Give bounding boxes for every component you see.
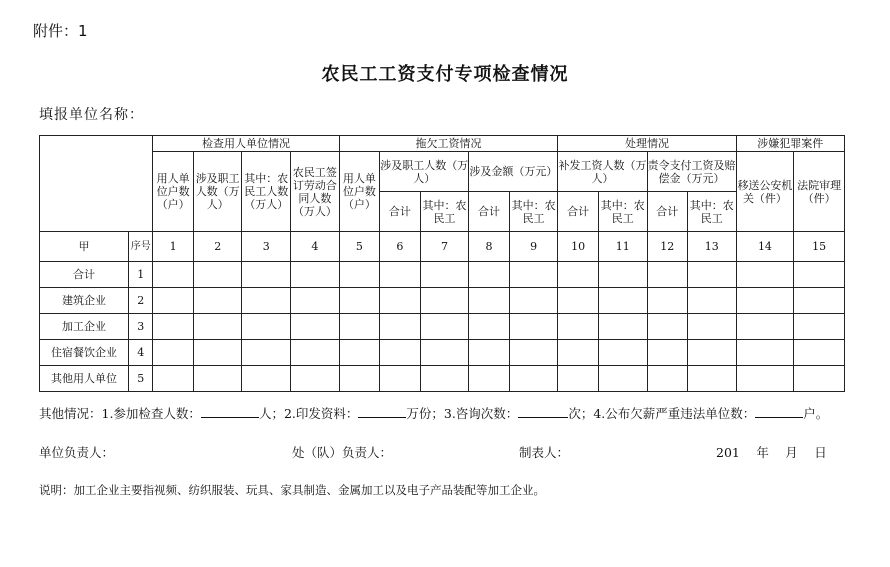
other-info-line (39, 404, 828, 422)
row-a-label: 甲 (40, 232, 129, 262)
col-number: 7 (420, 232, 469, 262)
data-cell[interactable] (558, 262, 599, 288)
col-number: 3 (242, 232, 291, 262)
data-cell[interactable] (794, 288, 845, 314)
col-header-15: 法院审理（件） (794, 152, 845, 232)
subheader-ofwhich-11: 其中：农民工 (598, 192, 647, 232)
col-header-10-11: 补发工资人数（万人） (558, 152, 647, 192)
data-cell[interactable] (688, 340, 737, 366)
data-cell[interactable] (509, 262, 558, 288)
data-cell[interactable] (242, 340, 291, 366)
data-cell[interactable] (339, 288, 380, 314)
materials-count-blank[interactable] (358, 405, 406, 418)
data-cell[interactable] (380, 314, 421, 340)
data-cell[interactable] (509, 340, 558, 366)
data-cell[interactable] (193, 262, 242, 288)
data-cell[interactable] (509, 288, 558, 314)
data-cell[interactable] (420, 262, 469, 288)
subheader-total-6: 合计 (380, 192, 421, 232)
col-number: 9 (509, 232, 558, 262)
data-cell[interactable] (736, 340, 794, 366)
col-number: 12 (647, 232, 688, 262)
other-info-prefix: 其他情况：1.参加检查人数： (39, 406, 201, 421)
document-title: 农民工工资支付专项检查情况 (321, 64, 569, 85)
data-cell[interactable] (420, 366, 469, 392)
col-number: 6 (380, 232, 421, 262)
data-cell[interactable] (558, 366, 599, 392)
data-cell[interactable] (794, 340, 845, 366)
subheader-ofwhich-7: 其中：农民工 (420, 192, 469, 232)
data-cell[interactable] (339, 262, 380, 288)
data-cell[interactable] (242, 262, 291, 288)
table-row (40, 262, 845, 288)
data-cell[interactable] (380, 366, 421, 392)
data-cell[interactable] (598, 366, 647, 392)
table-row (40, 288, 845, 314)
data-cell[interactable] (558, 314, 599, 340)
data-cell[interactable] (469, 340, 510, 366)
col-number: 10 (558, 232, 599, 262)
data-cell[interactable] (736, 366, 794, 392)
attachment-number: 附件：1 (33, 22, 88, 40)
row-seq: 3 (129, 314, 153, 340)
group-header-arrears: 拖欠工资情况 (339, 136, 558, 152)
col-number: 8 (469, 232, 510, 262)
subheader-ofwhich-9: 其中：农民工 (509, 192, 558, 232)
col-number: 4 (291, 232, 340, 262)
col-number: 1 (153, 232, 194, 262)
data-cell[interactable] (598, 288, 647, 314)
data-cell[interactable] (153, 262, 194, 288)
data-cell[interactable] (469, 366, 510, 392)
data-cell[interactable] (380, 340, 421, 366)
col-header-6-7: 涉及职工人数（万人） (380, 152, 469, 192)
data-cell[interactable] (339, 366, 380, 392)
data-cell[interactable] (647, 314, 688, 340)
corner-cell (40, 136, 153, 232)
table-row (40, 340, 845, 366)
data-cell[interactable] (598, 314, 647, 340)
data-cell[interactable] (420, 340, 469, 366)
other-info-p1: 人；2.印发资料： (258, 406, 359, 421)
table-row (40, 314, 845, 340)
seq-label: 序号 (129, 232, 153, 262)
data-cell[interactable] (153, 288, 194, 314)
data-cell[interactable] (647, 262, 688, 288)
data-cell[interactable] (291, 340, 340, 366)
data-cell[interactable] (736, 314, 794, 340)
data-cell[interactable] (688, 366, 737, 392)
row-label: 加工企业 (40, 314, 129, 340)
data-cell[interactable] (647, 366, 688, 392)
violators-count-blank[interactable] (755, 405, 803, 418)
data-cell[interactable] (688, 262, 737, 288)
data-cell[interactable] (469, 262, 510, 288)
date-line: 201 年 月 日 (716, 445, 827, 460)
row-seq: 2 (129, 288, 153, 314)
col-number: 14 (736, 232, 794, 262)
data-cell[interactable] (380, 288, 421, 314)
data-cell[interactable] (242, 366, 291, 392)
group-header-inspection: 检查用人单位情况 (153, 136, 339, 152)
row-seq: 5 (129, 366, 153, 392)
data-cell[interactable] (647, 288, 688, 314)
data-cell[interactable] (242, 314, 291, 340)
data-cell[interactable] (193, 340, 242, 366)
col-header-8-9: 涉及金额（万元） (469, 152, 558, 192)
data-cell[interactable] (688, 288, 737, 314)
data-cell[interactable] (794, 262, 845, 288)
data-cell[interactable] (291, 288, 340, 314)
subheader-total-10: 合计 (558, 192, 599, 232)
consultations-count-blank[interactable] (518, 405, 568, 418)
data-cell[interactable] (339, 340, 380, 366)
unit-head-label: 单位负责人： (39, 445, 115, 460)
col-header-2: 涉及职工人数（万人） (193, 152, 242, 232)
dept-head-label: 处（队）负责人： (292, 445, 393, 460)
col-number: 15 (794, 232, 845, 262)
data-cell[interactable] (420, 314, 469, 340)
data-cell[interactable] (193, 288, 242, 314)
row-label: 建筑企业 (40, 288, 129, 314)
col-header-4: 农民工签订劳动合同人数（万人） (291, 152, 340, 232)
col-header-3: 其中：农民工人数（万人） (242, 152, 291, 232)
data-cell[interactable] (469, 288, 510, 314)
col-number: 13 (688, 232, 737, 262)
data-cell[interactable] (291, 366, 340, 392)
data-cell[interactable] (242, 288, 291, 314)
data-cell[interactable] (153, 314, 194, 340)
row-seq: 1 (129, 262, 153, 288)
data-cell[interactable] (558, 340, 599, 366)
other-info-p2: 万份；3.咨询次数： (406, 406, 519, 421)
col-header-5: 用人单位户数（户） (339, 152, 380, 232)
data-cell[interactable] (558, 288, 599, 314)
data-cell[interactable] (509, 314, 558, 340)
fill-unit-label: 填报单位名称： (39, 107, 144, 123)
note-text: 说明：加工企业主要指视频、纺织服装、玩具、家具制造、金属加工以及电子产品装配等加工企业。 (39, 483, 545, 497)
data-cell[interactable] (794, 314, 845, 340)
data-cell[interactable] (153, 340, 194, 366)
data-cell[interactable] (153, 366, 194, 392)
other-info-p4: 户。 (803, 406, 829, 421)
group-header-handling: 处理情况 (558, 136, 736, 152)
data-cell[interactable] (380, 262, 421, 288)
inspection-table (39, 135, 845, 392)
data-cell[interactable] (794, 366, 845, 392)
data-cell[interactable] (736, 262, 794, 288)
data-cell[interactable] (420, 288, 469, 314)
row-label: 合计 (40, 262, 129, 288)
data-cell[interactable] (291, 262, 340, 288)
data-cell[interactable] (647, 340, 688, 366)
subheader-total-8: 合计 (469, 192, 510, 232)
row-seq: 4 (129, 340, 153, 366)
subheader-total-12: 合计 (647, 192, 688, 232)
data-cell[interactable] (469, 314, 510, 340)
group-header-crime: 涉嫌犯罪案件 (736, 136, 844, 152)
col-header-12-13: 责令支付工资及赔偿金（万元） (647, 152, 736, 192)
data-cell[interactable] (339, 314, 380, 340)
col-number: 11 (598, 232, 647, 262)
other-info-p3: 次；4.公布欠薪严重违法单位数： (568, 406, 756, 421)
data-cell[interactable] (598, 340, 647, 366)
col-header-14: 移送公安机关（件） (736, 152, 794, 232)
row-label: 住宿餐饮企业 (40, 340, 129, 366)
data-cell[interactable] (193, 314, 242, 340)
data-cell[interactable] (291, 314, 340, 340)
data-cell[interactable] (509, 366, 558, 392)
col-number: 5 (339, 232, 380, 262)
data-cell[interactable] (193, 366, 242, 392)
data-cell[interactable] (688, 314, 737, 340)
preparer-label: 制表人： (519, 445, 570, 460)
col-header-1: 用人单位户数（户） (153, 152, 194, 232)
data-cell[interactable] (598, 262, 647, 288)
col-number: 2 (193, 232, 242, 262)
subheader-ofwhich-13: 其中：农民工 (688, 192, 737, 232)
data-cell[interactable] (736, 288, 794, 314)
inspectors-count-blank[interactable] (201, 405, 259, 418)
table-row (40, 366, 845, 392)
row-label: 其他用人单位 (40, 366, 129, 392)
